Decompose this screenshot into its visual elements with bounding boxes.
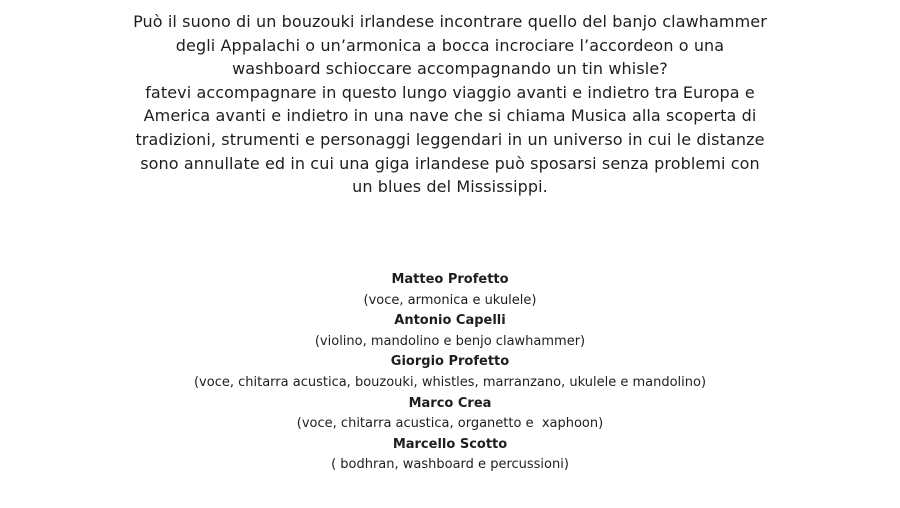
- intro-line: Può il suono di un bouzouki irlandese incontrare quello del banjo clawhammer: [133, 12, 767, 31]
- member-instruments: (violino, mandolino e benjo clawhammer): [314, 333, 586, 349]
- member-instruments: (voce, chitarra acustica, organetto e xaphoon): [296, 416, 604, 432]
- intro-line: tradizioni, strumenti e personaggi leggendari in un universo in cui le distanze: [135, 129, 765, 149]
- member-instruments: (voce, chitarra acustica, bouzouki, whistles, marranzano, ukulele e mandolino): [193, 374, 707, 390]
- intro-line: fatevi accompagnare in questo lungo viaggio avanti e indietro tra Europa e: [145, 82, 755, 102]
- member-name: Giorgio Profetto: [390, 354, 510, 370]
- member-entry: [100, 311, 800, 352]
- intro-line: degli Appalachi o un’armonica a bocca incrociare l’accordeon o una: [175, 35, 725, 55]
- member-name: Marco Crea: [408, 395, 492, 411]
- intro-paragraph: [100, 10, 800, 199]
- member-name: Antonio Capelli: [394, 313, 506, 329]
- member-instruments: ( bodhran, washboard e percussioni): [331, 457, 569, 473]
- member-entry: [100, 270, 800, 311]
- intro-line: un blues del Mississippi.: [352, 177, 548, 197]
- member-name: Marcello Scotto: [392, 436, 508, 452]
- member-name: Matteo Profetto: [391, 272, 509, 287]
- intro-line: sono annullate ed in cui una giga irlandese può sposarsi senza problemi con: [140, 153, 760, 173]
- intro-line: America avanti e indietro in una nave che si chiama Musica alla scoperta di: [143, 106, 757, 126]
- member-entry: [100, 394, 800, 435]
- intro-line: washboard schioccare accompagnando un tin whisle?: [232, 59, 668, 79]
- member-entry: [100, 352, 800, 393]
- member-entry: [100, 435, 800, 476]
- member-instruments: (voce, armonica e ukulele): [363, 292, 537, 308]
- band-lineup: [100, 270, 800, 476]
